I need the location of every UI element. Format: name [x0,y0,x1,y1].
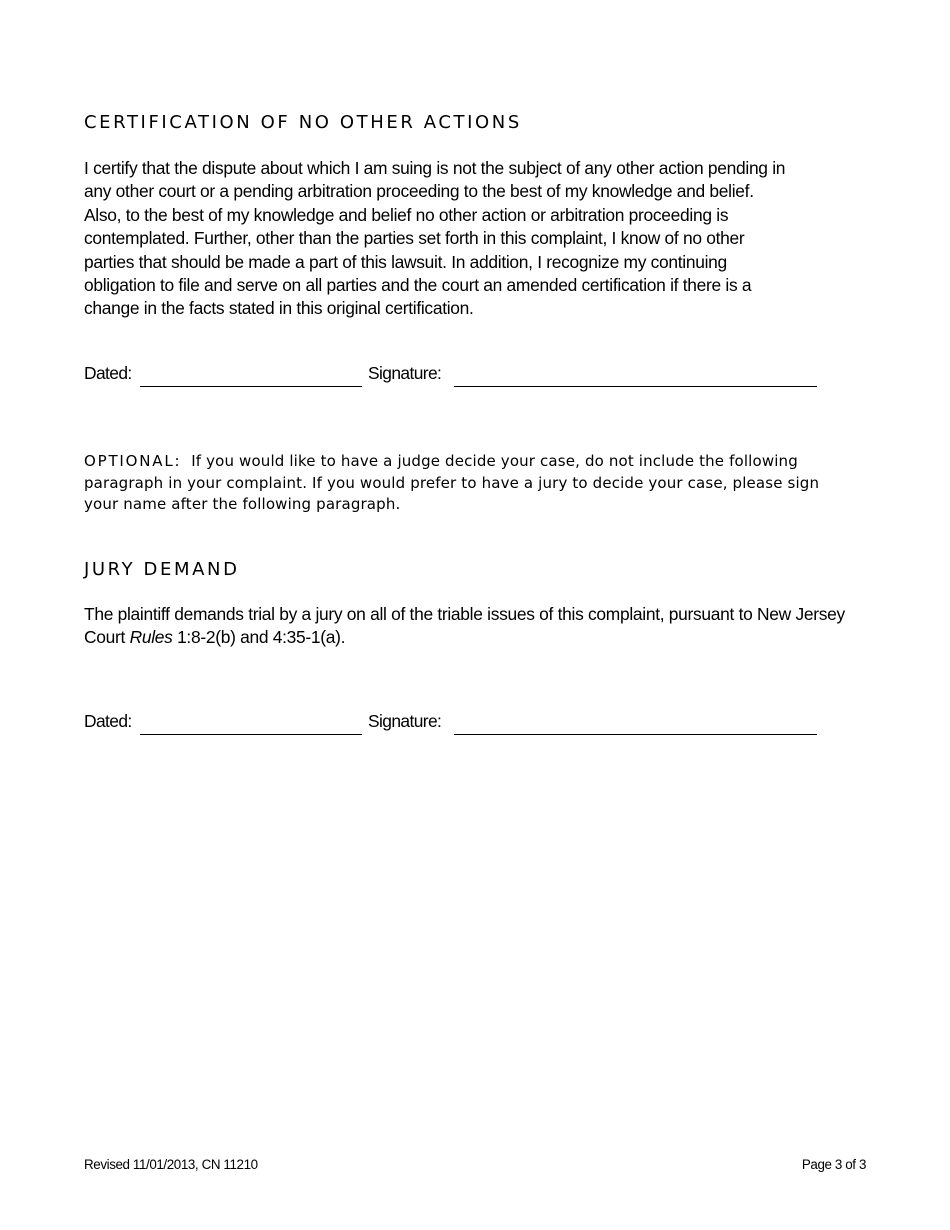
certification-line: parties that should be made a part of this lawsuit. In addition, I recognize my continuing [84,251,727,272]
dated-field[interactable] [140,734,362,735]
optional-text: If you would like to have a judge decide your case, do not include the following [191,452,798,470]
certification-line: contemplated. Further, other than the parties set forth in this complaint, I know of no other [84,228,745,249]
dated-label: Dated: [84,711,132,731]
jury-demand-heading: JURY DEMAND [84,559,240,580]
dated-label: Dated: [84,363,132,383]
certification-heading: CERTIFICATION OF NO OTHER ACTIONS [84,112,522,133]
jury-demand-paragraph [84,603,874,650]
rules-italic: Rules [129,627,173,648]
footer-revision: Revised 11/01/2013, CN 11210 [84,1157,258,1172]
signature-label: Signature: [368,363,442,383]
certification-line: Also, to the best of my knowledge and belief no other action or arbitration proceeding is [84,204,729,225]
certification-paragraph [84,157,874,321]
signature-label: Signature: [368,711,442,731]
jury-demand-suffix: 1:8-2(b) and 4:35-1(a). [172,627,346,648]
jury-demand-line: The plaintiff demands trial by a jury on all of the triable issues of this complaint, pursuant to New Jersey [84,604,845,624]
certification-line: any other court or a pending arbitration proceeding to the best of my knowledge and belief. [84,181,754,202]
signature-field[interactable] [454,386,817,387]
optional-note-line [84,451,884,473]
optional-note-line: your name after the following paragraph. [84,495,401,514]
optional-note [84,451,884,516]
footer-page-number: Page 3 of 3 [801,1157,866,1172]
optional-note-line: paragraph in your complaint. If you would prefer to have a jury to decide your case, please sign [84,473,820,492]
certification-line: I certify that the dispute about which I am suing is not the subject of any other action pending in [84,158,786,178]
dated-field[interactable] [140,386,362,387]
certification-signature-block [84,361,824,391]
signature-field[interactable] [454,734,817,735]
jury-demand-line [84,626,874,649]
optional-label: OPTIONAL: [84,452,182,470]
certification-line: obligation to file and serve on all parties and the court an amended certification if there is a [84,275,752,296]
jury-demand-signature-block [84,709,824,739]
certification-line: change in the facts stated in this original certification. [84,298,474,319]
jury-demand-prefix: Court [84,627,130,648]
